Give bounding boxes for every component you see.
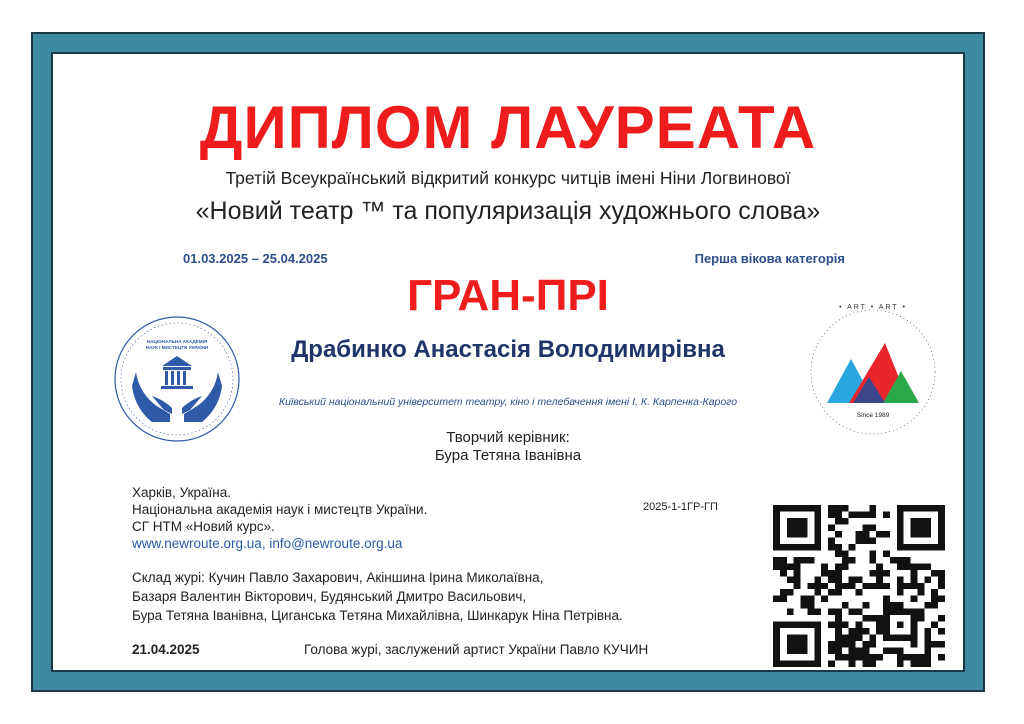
academy-seal-graphic <box>112 314 242 444</box>
jury-line-2: Базаря Валентин Вікторович, Будянський Дмитро Васильович, <box>132 589 527 604</box>
since-label: Since 1989 <box>856 412 890 419</box>
document-number: 2025-1-1ГР-ГП <box>643 501 718 513</box>
contest-dates: 01.03.2025 – 25.04.2025 <box>183 251 328 266</box>
laureate-name: Драбинко Анастасія Володимирівна <box>291 336 725 363</box>
org-city: Харків, Україна. <box>132 485 231 500</box>
org-group: СГ НТМ «Новий курс». <box>132 519 275 534</box>
academy-seal-text-1: НАЦІОНАЛЬНА АКАДЕМІЯ <box>146 339 208 344</box>
org-academy: Національна академія наук і мистецтв України. <box>132 502 428 517</box>
qr-code-graphic <box>773 505 945 667</box>
academy-hands-icon <box>112 314 242 444</box>
org-links[interactable]: www.newroute.org.ua, info@newroute.org.ua <box>132 536 403 551</box>
jury-line-3: Бура Тетяна Іванівна, Циганська Тетяна Михайлівна, Шинкарук Ніна Петрівна. <box>132 608 623 623</box>
jury-block <box>132 568 623 625</box>
academy-seal-text-2: НАУК І МИСТЕЦТВ УКРАЇНИ <box>145 345 209 350</box>
award-title: ГРАН-ПРІ <box>407 271 609 320</box>
jury-line-1: Склад журі: Кучин Павло Захарович, Акіншина Ірина Миколаївна, <box>132 570 544 585</box>
signature-date: 21.04.2025 <box>132 642 200 657</box>
mentor-name: Бура Тетяна Іванівна <box>434 447 582 464</box>
svg-text:• ART • ART •: • ART • ART • <box>839 304 907 311</box>
new-route-triangles-icon <box>793 287 953 457</box>
certificate-frame <box>31 32 985 692</box>
age-category: Перша вікова категорія <box>694 251 845 266</box>
jury-chair: Голова журі, заслужений артист України Павло КУЧИН <box>304 642 649 657</box>
organizer-block <box>132 484 427 552</box>
institution-name: Київський національний університет театру, кіно і телебачення імені І. К. Карпенка-Карого <box>278 396 738 408</box>
new-route-logo-graphic <box>793 287 953 457</box>
contest-line: Третій Всеукраїнський відкритий конкурс читців імені Ніни Логвинової <box>225 168 791 188</box>
certificate-body <box>51 52 965 672</box>
certificate-title: ДИПЛОМ ЛАУРЕАТА <box>199 94 817 161</box>
qr-code-icon[interactable] <box>773 505 945 667</box>
contest-name: «Новий театр ™ та популяризація художнього слова» <box>195 197 821 225</box>
mentor-label: Творчий керівник: <box>446 429 570 446</box>
